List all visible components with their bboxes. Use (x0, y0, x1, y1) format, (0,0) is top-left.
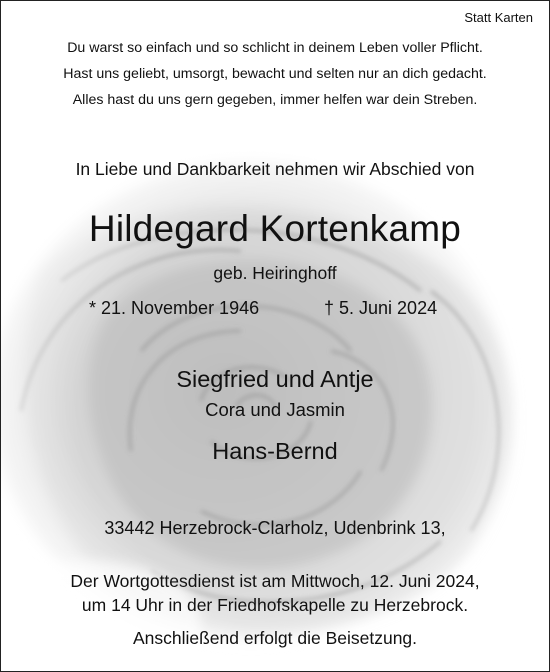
deceased-name: Hildegard Kortenkamp (88, 208, 462, 249)
mourner-line-3: Hans-Bernd (212, 438, 338, 464)
statt-karten-note: Statt Karten (464, 10, 533, 25)
poem-line-1: Du warst so einfach und so schlicht in deinem Leben voller Pflicht. (67, 40, 483, 56)
service-info (1, 569, 549, 617)
mourner-line-1: Siegfried und Antje (176, 366, 374, 392)
address: 33442 Herzebrock-Clarholz, Udenbrink 13, (104, 518, 446, 538)
service-line-2: um 14 Uhr in der Friedhofskapelle zu Herzebrock. (81, 595, 469, 615)
poem-line-2: Hast uns geliebt, umsorgt, bewacht und selten nur an dich gedacht. (63, 66, 487, 82)
burial-info: Anschließend erfolgt die Beisetzung. (132, 628, 418, 648)
birth-date: * 21. November 1946 (89, 298, 260, 318)
poem-line-3: Alles hast du uns gern gegeben, immer helfen war dein Streben. (72, 92, 478, 108)
death-date: † 5. Juni 2024 (324, 298, 438, 318)
service-line-1: Der Wortgottesdienst ist am Mittwoch, 12. Juni 2024, (70, 571, 480, 591)
intro-text: In Liebe und Dankbarkeit nehmen wir Abschied von (75, 159, 475, 179)
mourner-line-2: Cora und Jasmin (205, 399, 345, 420)
poem-text (1, 35, 549, 113)
birth-name: geb. Heiringhoff (213, 263, 337, 283)
